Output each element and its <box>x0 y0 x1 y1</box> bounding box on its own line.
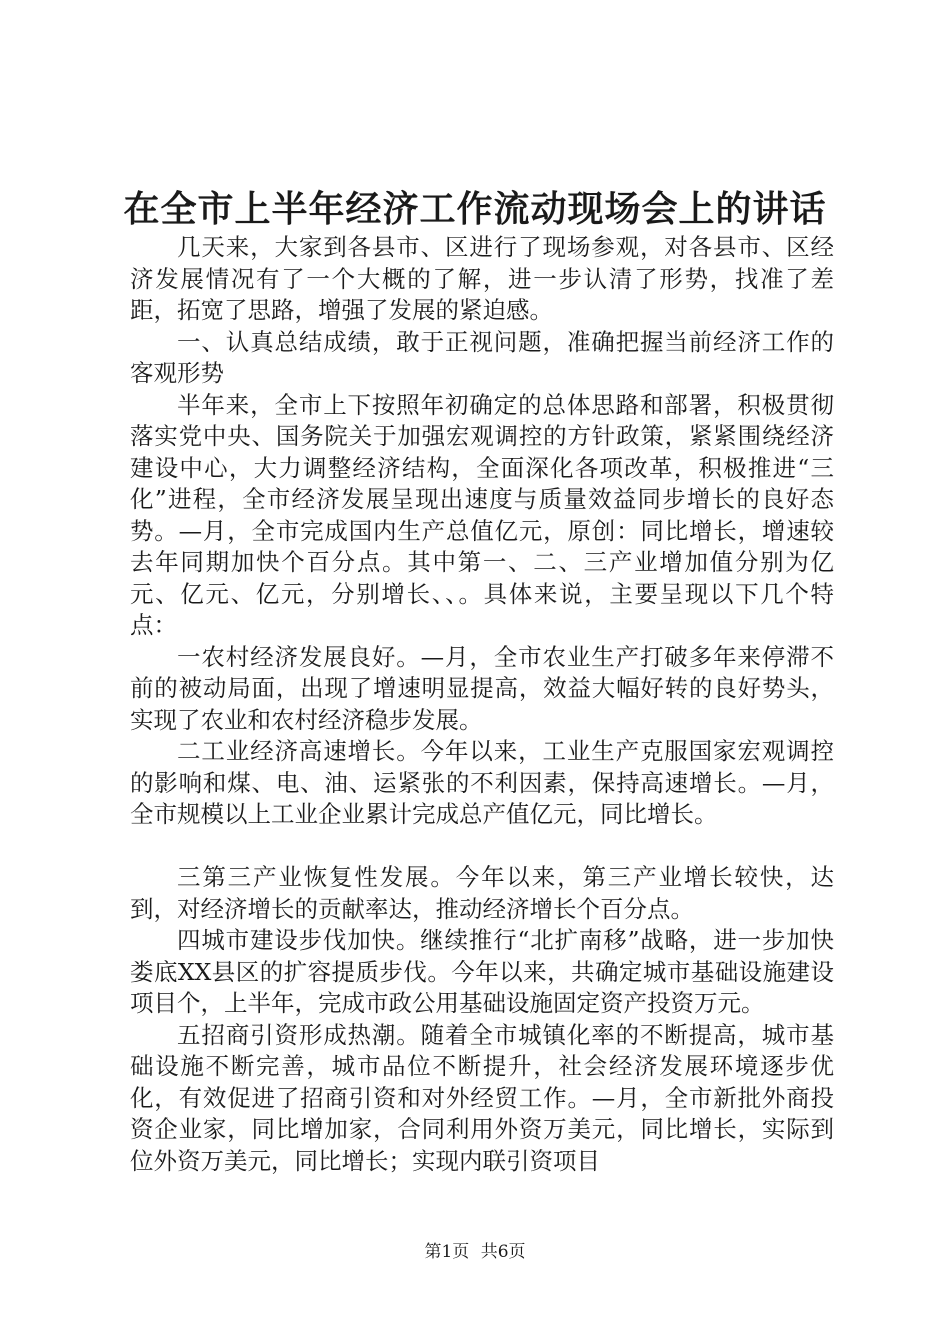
page-number: 第1页 <box>424 1242 470 1262</box>
section-heading-1: 一、认真总结成绩，敢于正视问题，准确把握当前经济工作的客观形势 <box>130 327 834 387</box>
paragraph-investment: 五招商引资形成热潮。随着全市城镇化率的不断提高，城市基础设施不断完善，城市品位不断提升，社会经济发展环境逐步优化，有效促进了招商引资和对外经贸工作。—月，全市新批外商投资企业家，同比增加家，合同利用外资万美元，同比增长，实际到位外资万美元，同比增长；实现内联引资项目 <box>130 1020 834 1175</box>
paragraph-urban-construction: 四城市建设步伐加快。继续推行“北扩南移”战略，进一步加快娄底XX县区的扩容提质步伐。今年以来，共确定城市基础设施建设项目个，上半年，完成市政公用基础设施固定资产投资万元。 <box>130 926 834 1017</box>
page-total: 共6页 <box>480 1242 526 1262</box>
paragraph-tertiary-industry: 三第三产业恢复性发展。今年以来，第三产业增长较快，达到，对经济增长的贡献率达，推动经济增长个百分点。 <box>130 863 834 923</box>
document-title: 在全市上半年经济工作流动现场会上的讲话 <box>123 188 827 230</box>
document-body <box>130 232 834 1177</box>
paragraph-intro: 几天来，大家到各县市、区进行了现场参观，对各县市、区经济发展情况有了一个大概的了解，进一步认清了形势，找准了差距，拓宽了思路，增强了发展的紧迫感。 <box>130 233 834 324</box>
paragraph-rural-economy: 一农村经济发展良好。—月，全市农业生产打破多年来停滞不前的被动局面，出现了增速明显提高，效益大幅好转的良好势头，实现了农业和农村经济稳步发展。 <box>130 642 834 734</box>
paragraph-industrial-economy: 二工业经济高速增长。今年以来，工业生产克服国家宏观调控的影响和煤、电、油、运紧张的不利因素，保持高速增长。—月，全市规模以上工业企业累计完成总产值亿元，同比增长。 <box>130 737 834 828</box>
paragraph-half-year-summary: 半年来，全市上下按照年初确定的总体思路和部署，积极贯彻落实党中央、国务院关于加强宏观调控的方针政策，紧紧围绕经济建设中心，大力调整经济结构，全面深化各项改革，积极推进“三化”进程，全市经济发展呈现出速度与质量效益同步增长的良好态势。—月，全市完成国内生产总值亿元，原创：同比增长，增速较去年同期加快个百分点。其中第一、二、三产业增加值分别为亿元、亿元、亿元，分别增长、、。具体来说，主要呈现以下几个特点： <box>130 390 834 639</box>
page-footer <box>0 1241 950 1263</box>
